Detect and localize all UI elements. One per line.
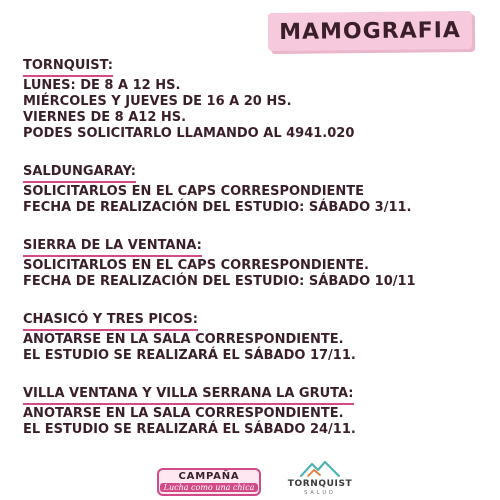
mountains-icon xyxy=(300,460,340,478)
section-heading: SALDUNGARAY: xyxy=(23,164,136,183)
section-villa-ventana xyxy=(23,382,483,438)
section-line: EL ESTUDIO SE REALIZARÁ EL SÁBADO 24/11. xyxy=(23,422,356,437)
section-line: VIERNES DE 8 A12 HS. xyxy=(23,110,187,125)
tornquist-salud-logo xyxy=(284,460,356,498)
section-line: EL ESTUDIO SE REALIZARÁ EL SÁBADO 17/11. xyxy=(23,348,356,363)
section-heading: VILLA VENTANA Y VILLA SERRANA LA GRUTA: xyxy=(23,386,354,405)
title-badge xyxy=(268,11,472,51)
logo-name: TORNQUIST xyxy=(287,479,353,489)
section-line: SOLICITARLOS EN EL CAPS CORRESPONDIENTE. xyxy=(23,258,369,273)
section-saldungaray xyxy=(23,160,483,216)
section-line: FECHA DE REALIZACIÓN DEL ESTUDIO: SÁBADO 10/11 xyxy=(23,274,416,289)
section-line: MIÉRCOLES Y JUEVES DE 16 A 20 HS. xyxy=(23,94,292,109)
section-line: LUNES: DE 8 A 12 HS. xyxy=(23,78,181,93)
section-line: SOLICITARLOS EN EL CAPS CORRESPONDIENTE xyxy=(23,184,365,199)
footer xyxy=(0,458,500,498)
logo-sub: SALUD xyxy=(304,490,336,496)
campaign-badge xyxy=(157,468,261,496)
section-heading: TORNQUIST: xyxy=(23,58,113,77)
section-tornquist xyxy=(23,54,483,142)
schedule-content xyxy=(23,54,483,456)
section-line: ANOTARSE EN LA SALA CORRESPONDIENTE. xyxy=(23,406,344,421)
section-chasico-tres-picos xyxy=(23,308,483,364)
page-title: MAMOGRAFIA xyxy=(278,17,462,45)
campaign-title: CAMPAÑA xyxy=(178,471,240,482)
section-heading: CHASICÓ Y TRES PICOS: xyxy=(23,312,198,331)
section-sierra-de-la-ventana xyxy=(23,234,483,290)
section-line: FECHA DE REALIZACIÓN DEL ESTUDIO: SÁBADO 3/11. xyxy=(23,200,412,215)
section-line: ANOTARSE EN LA SALA CORRESPONDIENTE. xyxy=(23,332,344,347)
section-heading: SIERRA DE LA VENTANA: xyxy=(23,238,202,257)
section-line: PODES SOLICITARLO LLAMANDO AL 4941.020 xyxy=(23,126,355,141)
campaign-subtitle: Lucha como una chica xyxy=(160,483,259,492)
